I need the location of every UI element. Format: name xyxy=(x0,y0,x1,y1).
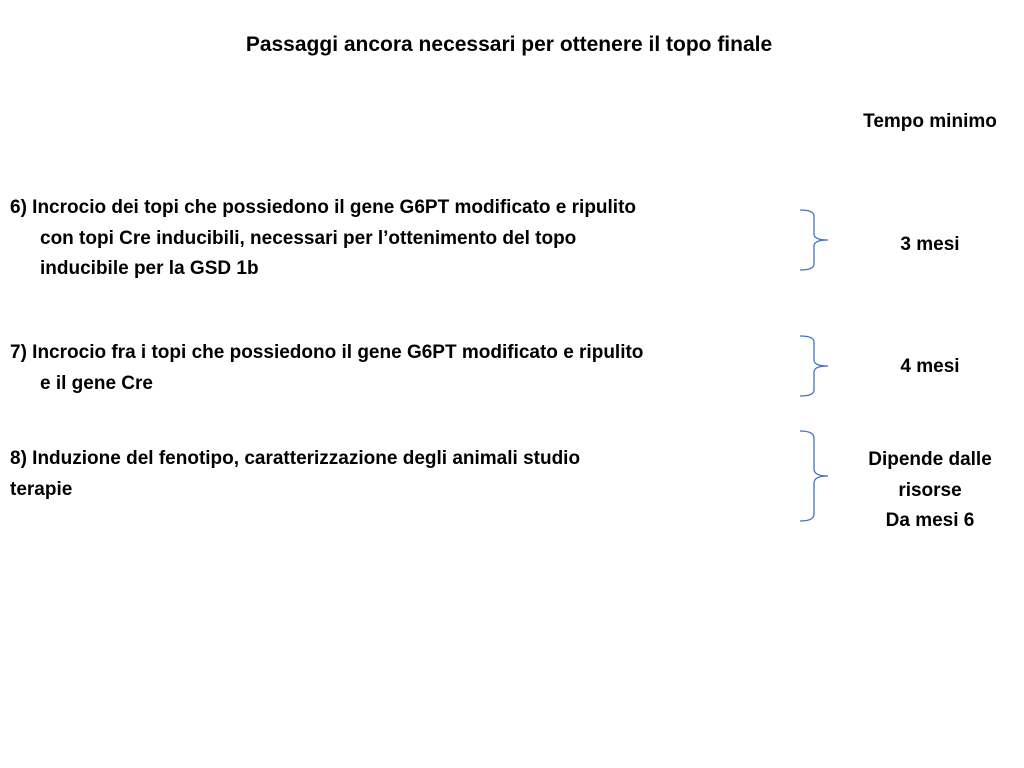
step-6-time-line-1: 3 mesi xyxy=(900,234,960,255)
step-6-line-1: 6) Incrocio dei topi che possiedono il gene G6PT modificato e ripulito xyxy=(10,197,637,218)
step-8-line-1: 8) Induzione del fenotipo, caratterizzazione degli animali studio xyxy=(10,448,581,469)
step-7-time xyxy=(840,352,1020,383)
step-6-line-3: inducibile per la GSD 1b xyxy=(40,258,259,279)
step-8-time-line-1: Dipende dalle xyxy=(868,449,992,470)
step-6-time xyxy=(840,230,1020,261)
step-8-time-line-3: Da mesi 6 xyxy=(885,510,975,531)
right-brace-icon xyxy=(796,208,832,272)
step-8-time-line-2: risorse xyxy=(898,479,962,501)
step-6 xyxy=(10,193,760,285)
slide-title: Passaggi ancora necessari per ottenere il topo finale xyxy=(245,33,773,56)
right-brace-icon xyxy=(796,429,832,523)
step-7-time-line-1: 4 mesi xyxy=(900,356,960,377)
step-8-time xyxy=(840,445,1020,537)
step-8-line-2: terapie xyxy=(10,478,73,500)
step-6-line-2: con topi Cre inducibili, necessari per l’ottenimento del topo xyxy=(40,227,577,249)
step-7-line-1: 7) Incrocio fra i topi che possiedono il gene G6PT modificato e ripulito xyxy=(10,342,644,363)
step-7-line-2: e il gene Cre xyxy=(40,372,153,394)
time-column-header: Tempo minimo xyxy=(863,111,997,132)
step-7 xyxy=(10,338,760,399)
step-8 xyxy=(10,444,760,505)
right-brace-icon xyxy=(796,334,832,398)
